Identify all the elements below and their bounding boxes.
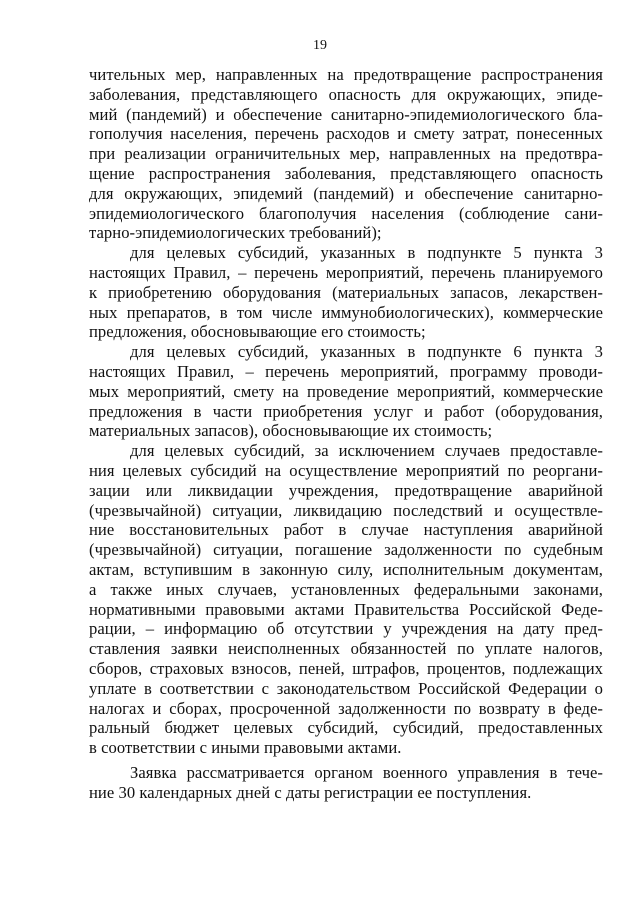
paragraph-1 (89, 65, 603, 243)
text-line: настоящих Правил, – перечень мероприятий, программу проводи- (89, 361, 603, 381)
paragraph-4 (89, 441, 603, 758)
text-line: для целевых субсидий, за исключением случаев предоставле- (130, 441, 603, 461)
text-line: эпидемиологического благополучия населения (соблюдение сани- (89, 203, 603, 223)
text-line: (чрезвычайной) ситуации, ликвидацию последствий и осуществле- (89, 500, 603, 520)
text-line: настоящих Правил, – перечень мероприятий, перечень планируемого (89, 262, 603, 282)
text-line: предложения в части приобретения услуг и работ (оборудования, (89, 401, 603, 421)
text-line: сборов, страховых взносов, пеней, штрафов, процентов, подлежащих (89, 658, 603, 678)
text-line: для целевых субсидий, указанных в подпункте 5 пункта 3 (130, 243, 603, 263)
text-line: для целевых субсидий, указанных в подпункте 6 пункта 3 (130, 342, 603, 362)
text-line: мий (пандемий) и обеспечение санитарно-эпидемиологического бла- (89, 104, 603, 124)
text-line: нормативными правовыми актами Правительства Российской Феде- (89, 599, 603, 619)
text-line: для окружающих, эпидемий (пандемий) и обеспечение санитарно- (89, 183, 603, 203)
text-line: предложения, обосновывающие его стоимость; (89, 322, 426, 342)
text-line: а также иных случаев, установленных федеральными законами, (89, 579, 603, 599)
text-line: тарно-эпидемиологических требований); (89, 223, 382, 243)
text-line: ных препаратов, в том числе иммунобиологических), коммерческие (89, 302, 603, 322)
paragraph-2 (89, 243, 603, 342)
text-line: ральный бюджет целевых субсидий, субсидий, предоставленных (89, 718, 603, 738)
text-line: ния целевых субсидий на осуществление мероприятий по реоргани- (89, 460, 603, 480)
text-line: ние 30 календарных дней с даты регистрации ее поступления. (89, 782, 532, 802)
text-line: уплате в соответствии с законодательством Российской Федерации о (89, 678, 603, 698)
text-line: (чрезвычайной) ситуации, погашение задолженности по судебным (89, 540, 603, 560)
text-line: зации или ликвидации учреждения, предотвращение аварийной (89, 480, 603, 500)
text-line: гополучия населения, перечень расходов и смету затрат, понесенных (89, 124, 603, 144)
text-line: рации, – информацию об отсутствии у учреждения на дату пред- (89, 619, 603, 639)
paragraph-5 (89, 763, 603, 803)
text-line: ние восстановительных работ в случае наступления аварийной (89, 520, 603, 540)
page-number: 19 (313, 38, 327, 53)
text-line: чительных мер, направленных на предотвращение распространения (89, 65, 603, 84)
text-line: мых мероприятий, смету на проведение мероприятий, коммерческие (89, 381, 603, 401)
text-line: при реализации ограничительных мер, направленных на предотвра- (89, 144, 603, 164)
text-line: в соответствии с иными правовыми актами. (89, 738, 402, 758)
text-line: материальных запасов), обосновывающие их стоимость; (89, 421, 493, 441)
text-line: ставления заявки неисполненных обязанностей по уплате налогов, (89, 639, 603, 659)
text-line: к приобретению оборудования (материальных запасов, лекарствен- (89, 282, 603, 302)
text-line: заболевания, представляющего опасность для окружающих, эпиде- (89, 84, 603, 104)
text-line: щение распространения заболевания, представляющего опасность (89, 163, 603, 183)
paragraph-3 (89, 342, 603, 441)
text-line: налогах и сборах, просроченной задолженности по возврату в феде- (89, 698, 603, 718)
body-text (89, 65, 603, 802)
text-line: Заявка рассматривается органом военного управления в тече- (130, 762, 603, 782)
text-line: актам, вступившим в законную силу, исполнительным документам, (89, 559, 603, 579)
